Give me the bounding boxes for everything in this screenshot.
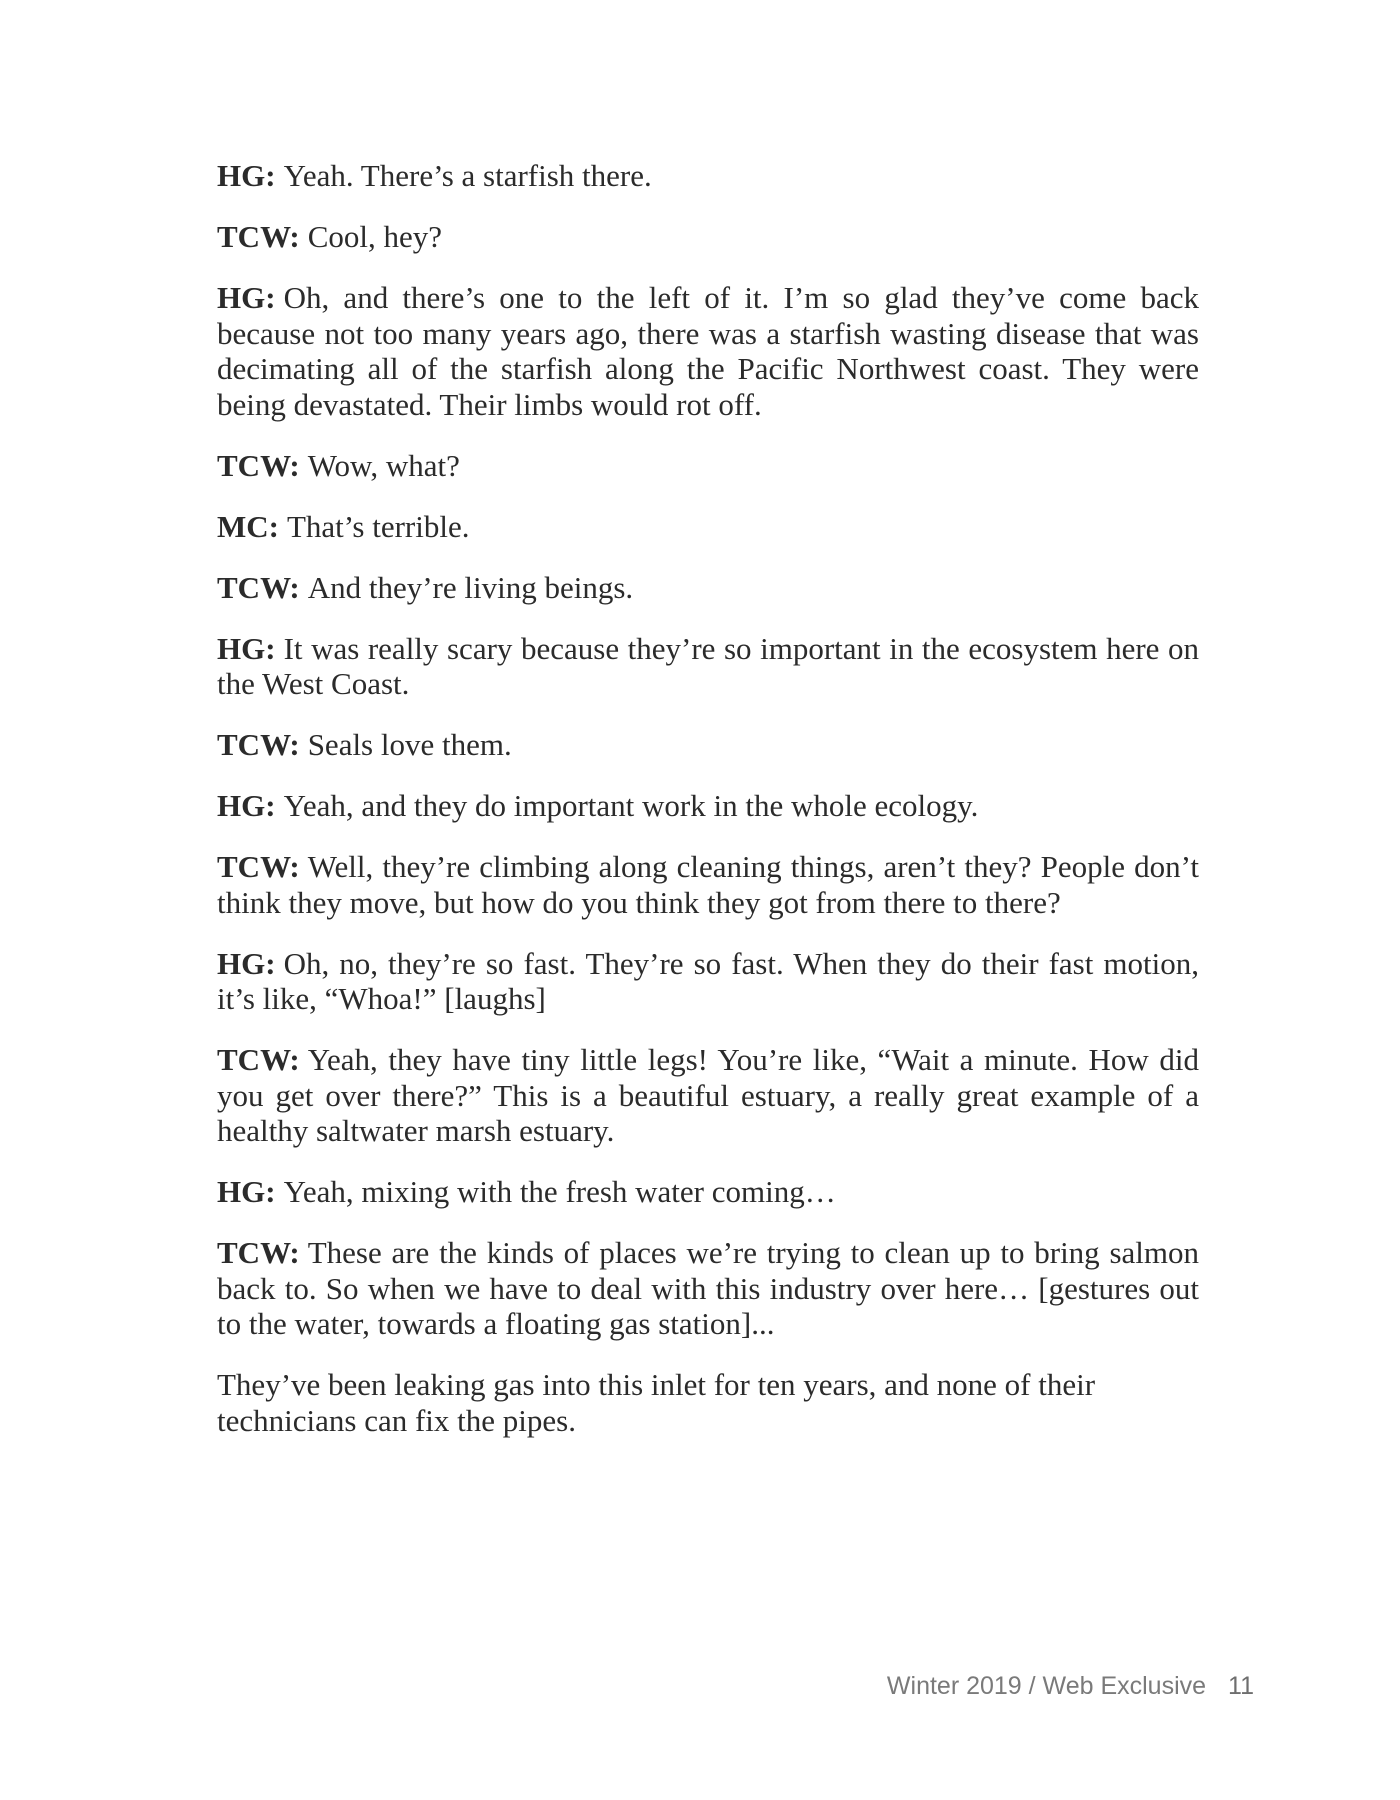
speaker-label: HG: <box>217 158 276 193</box>
entry-text: These are the kinds of places we’re trying to clean up to bring salmon back to. So when we have to deal with this industry over here… [gestures out to the water, towards a floating gas station]... <box>217 1235 1199 1341</box>
issue-label: Winter 2019 / Web Exclusive <box>886 1672 1207 1700</box>
entry-text: Oh, no, they’re so fast. They’re so fast. When they do their fast motion, it’s like, “Whoa!” [laughs] <box>217 945 1199 1016</box>
speaker-label: TCW: <box>217 447 300 483</box>
entry-text: That’s terrible. <box>286 508 470 544</box>
entry-text: They’ve been leaking gas into this inlet for ten years, and none of their technicians can fix the pipes. <box>217 1367 1096 1438</box>
entry-text: It was really scary because they’re so important in the ecosystem here on the West Coast. <box>217 630 1199 701</box>
speaker-label: TCW: <box>217 1235 300 1270</box>
transcript-entry <box>217 1174 1199 1210</box>
entry-text: And they’re living beings. <box>307 569 634 605</box>
transcript-entry <box>217 946 1199 1017</box>
entry-text: Cool, hey? <box>307 219 442 254</box>
transcript-entry <box>217 727 1199 763</box>
transcript-entry <box>217 631 1199 702</box>
transcript-entry <box>217 1235 1199 1342</box>
speaker-label: TCW: <box>217 849 300 884</box>
speaker-label: HG: <box>217 630 276 666</box>
transcript-entry <box>217 448 1199 484</box>
transcript-entry <box>217 509 1199 545</box>
page-footer <box>887 1672 1254 1701</box>
speaker-label: TCW: <box>217 1042 300 1077</box>
speaker-label: HG: <box>217 280 276 315</box>
page-number: 11 <box>1228 1672 1254 1700</box>
speaker-label: TCW: <box>217 727 300 762</box>
speaker-label: MC: <box>217 508 279 544</box>
entry-text: Yeah. There’s a starfish there. <box>283 158 652 193</box>
transcript-entry <box>217 280 1199 422</box>
entry-text: Oh, and there’s one to the left of it. I’m so glad they’ve come back because not too many years ago, there was a starfish wasting disease that was decimating all of the starfish along the Pacific Northwest coast. They were being devastated. Their limbs would rot off. <box>217 280 1199 422</box>
speaker-label: HG: <box>217 945 276 981</box>
speaker-label: HG: <box>217 788 276 823</box>
entry-text: Yeah, they have tiny little legs! You’re like, “Wait a minute. How did you get over there?” This is a beautiful estuary, a really great example of a healthy saltwater marsh estuary. <box>217 1042 1199 1148</box>
entry-text: Yeah, and they do important work in the whole ecology. <box>283 788 979 823</box>
transcript-entry <box>217 570 1199 606</box>
speaker-label: HG: <box>217 1174 276 1209</box>
entry-text: Well, they’re climbing along cleaning things, aren’t they? People don’t think they move, but how do you think they got from there to there? <box>217 849 1199 920</box>
entry-text: Yeah, mixing with the fresh water coming… <box>283 1174 836 1209</box>
entry-text: Seals love them. <box>307 727 512 762</box>
transcript-entry <box>217 219 1199 255</box>
speaker-label: TCW: <box>217 569 300 605</box>
transcript-entry <box>217 1042 1199 1149</box>
entry-text: Wow, what? <box>307 447 460 483</box>
transcript-entry <box>217 788 1199 824</box>
speaker-label: TCW: <box>217 219 300 254</box>
transcript-entry <box>217 158 1199 194</box>
interview-transcript <box>217 158 1199 1464</box>
transcript-entry <box>217 849 1199 920</box>
transcript-entry-continuation <box>217 1367 1199 1438</box>
